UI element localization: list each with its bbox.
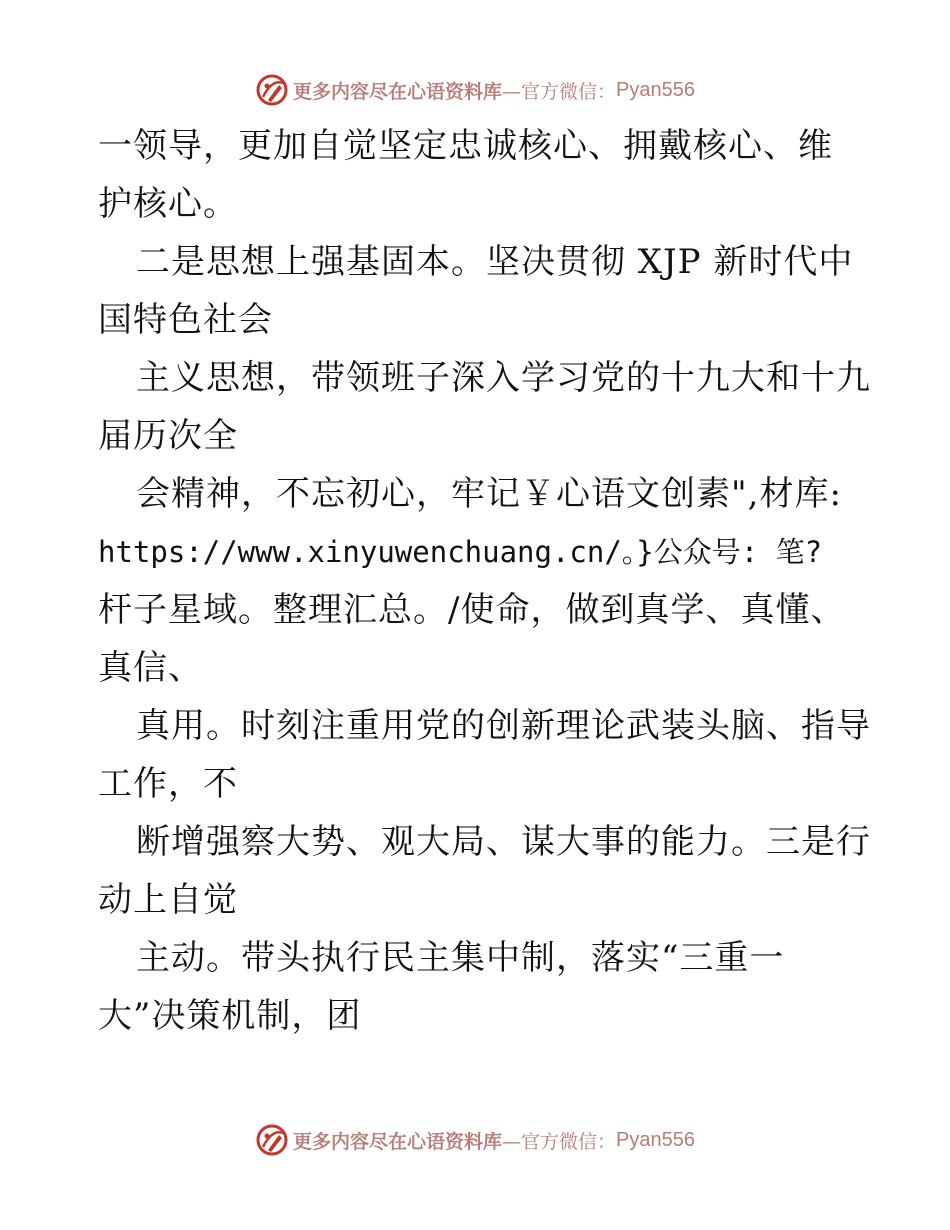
text-line-8-url: https://www.xinyuwenchuang.cn/。}公众号: 笔?	[98, 535, 823, 569]
banner-wechat-id: Pyan556	[616, 78, 695, 101]
text-line-10: 真信、	[98, 648, 203, 688]
text-line-2: 护核心。	[98, 184, 238, 224]
document-body	[98, 117, 871, 1045]
text-line-1: 一领导，更加自觉坚定忠诚核心、拥戴核心、维	[98, 126, 833, 166]
banner-contact-text: —官方微信：	[502, 1130, 617, 1153]
text-line-11: 真用。时刻注重用党的创新理论武装头脑、指导	[136, 706, 871, 746]
text-line-13: 断增强察大势、观大局、谋大事的能力。三是行	[136, 822, 871, 862]
footer-banner	[0, 1120, 950, 1160]
banner-brand-text: 更多内容尽在心语资料库	[293, 80, 503, 103]
text-line-12: 工作，不	[98, 764, 238, 804]
text-line-7: 会精神，不忘初心，牢记￥心语文创素",材库:	[136, 474, 842, 514]
text-line-15: 主动。带头执行民主集中制，落实“三重一	[136, 938, 785, 978]
text-line-6: 届历次全	[98, 416, 238, 456]
text-line-14: 动上自觉	[98, 880, 238, 920]
header-banner	[0, 70, 950, 110]
text-line-4: 国特色社会	[98, 300, 273, 340]
banner-brand-text: 更多内容尽在心语资料库	[293, 1130, 503, 1153]
brand-logo-icon	[255, 1123, 289, 1157]
banner-wechat-id: Pyan556	[616, 1128, 695, 1151]
text-line-9: 杆子星域。整理汇总。/使命，做到真学、真懂、	[98, 590, 846, 630]
text-line-3: 二是思想上强基固本。坚决贯彻 XJP 新时代中	[136, 242, 854, 282]
banner-contact-text: —官方微信：	[502, 80, 617, 103]
brand-logo-icon	[255, 73, 289, 107]
text-line-5: 主义思想，带领班子深入学习党的十九大和十九	[136, 358, 871, 398]
text-line-16: 大”决策机制，团	[98, 996, 362, 1036]
